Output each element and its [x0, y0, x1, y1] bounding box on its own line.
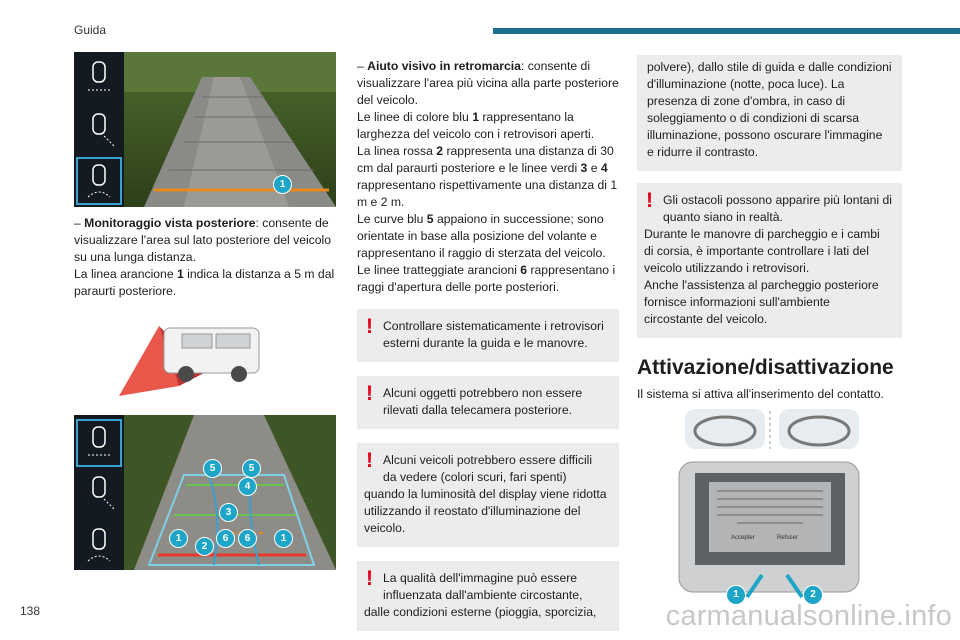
text: rappresentano la larghezza del veicolo con i retrovisori aperti. — [357, 110, 595, 141]
num-ref: 2 — [436, 144, 444, 158]
num-ref: 1 — [472, 110, 479, 124]
section-heading: Attivazione/disattivazione — [637, 356, 894, 379]
left-column — [74, 52, 336, 570]
warning-icon: ! — [366, 449, 373, 472]
warning-text: Alcuni veicoli potrebbero essere difficili da vedere (colori scuri, fari spenti) — [383, 453, 593, 484]
num-ref: 6 — [520, 263, 528, 277]
intro-text: Il sistema si attiva all'inserimento del contatto. — [637, 387, 884, 401]
num-ref: 5 — [426, 212, 434, 226]
warning-icon: ! — [646, 189, 653, 212]
rear-view-guidelines-image — [74, 415, 336, 570]
line-text-rest: indica la distanza a 5 m dal paraurti posteriore. — [74, 267, 335, 298]
warning-box — [357, 561, 619, 631]
desc-text: : consente de visualizzare l'area sul lato posteriore del veicolo su una lunga distanza. — [74, 216, 332, 264]
warning-box — [357, 309, 619, 362]
car-icon-side — [78, 108, 120, 152]
camera-view-selector-2 — [74, 415, 124, 570]
dashboard-illustration — [637, 407, 902, 607]
text: e — [587, 161, 601, 175]
warning-box — [357, 376, 619, 429]
warning-text: Alcuni oggetti potrebbero non essere rilevati dalla telecamera posteriore. — [383, 386, 583, 417]
text: appaiono in successione; sono orientate in base alla posizione del volante e rappresentano il raggio di sterzata del veicolo. — [357, 212, 606, 260]
text: Le linee di colore blu — [357, 110, 473, 124]
text: rappresenta una distanza di 30 cm dal paraurti posteriore e le linee verdi — [357, 144, 614, 175]
warning-icon: ! — [366, 382, 373, 405]
callout-badge: 1 — [273, 175, 292, 194]
screen-illustration — [637, 407, 902, 607]
text: Le curve blu — [357, 212, 427, 226]
car-icon-top-selected — [76, 419, 122, 467]
desc-text: : consente di visualizzare l'area più vicina alla parte posteriore del veicolo. — [357, 59, 619, 107]
callout-badge: 4 — [238, 477, 257, 496]
rear-view-camera-image — [74, 52, 336, 207]
callout-badge: 6 — [216, 529, 235, 548]
warning-icon: ! — [366, 315, 373, 338]
num-ref: 4 — [600, 161, 608, 175]
warning-text-cont: Anche l'assistenza al parcheggio posteriore fornisce informazioni sull'ambiente circostante del veicolo. — [644, 278, 879, 326]
callout-badge: 1 — [169, 529, 188, 548]
text: La linea rossa — [357, 144, 437, 158]
rear-view-paragraph — [74, 215, 336, 300]
warning-box — [637, 183, 902, 338]
text: rappresentano rispettivamente una distanza di 1 m e 2 m. — [357, 178, 618, 209]
right-column — [637, 55, 902, 607]
camera-view-selector — [74, 52, 124, 207]
header-accent-bar — [493, 28, 960, 34]
callout-badge: 2 — [195, 537, 214, 556]
warning-text: polvere), dallo stile di guida e dalle condizioni d'illuminazione (notte, poca luce). La presenza di zone d'ombra, in caso di soleggiamento o di condizioni di scarsa illuminazione, possono oscurare l'immagine e ridurre il contrasto. — [647, 60, 892, 159]
callout-badge: 5 — [203, 459, 222, 478]
callout-badge: 1 — [274, 529, 293, 548]
term-aiuto: Aiuto visivo in retromarcia — [367, 59, 521, 73]
warning-icon: ! — [366, 567, 373, 590]
warning-text: La qualità dell'immagine può essere influenzata dall'ambiente circostante, — [383, 571, 583, 602]
car-icon-rear-selected — [76, 157, 122, 205]
section-title: Guida — [74, 23, 107, 37]
reverse-aid-paragraph — [357, 58, 619, 296]
warning-text: Controllare sistematicamente i retrovisori esterni durante la guida e le manovre. — [383, 319, 604, 350]
refuse-button[interactable]: Refuser — [777, 535, 799, 541]
warning-box — [357, 443, 619, 547]
warning-text-cont: Durante le manovre di parcheggio e i cambi di corsia, è importante controllare i lati del veicolo utilizzando i retrovisori. — [644, 227, 880, 275]
text: Le linee tratteggiate arancioni — [357, 263, 521, 277]
callout-badge: 2 — [803, 585, 823, 605]
warning-text-cont: dalle condizioni esterne (pioggia, sporcizia, — [364, 605, 597, 619]
callout-badge: 3 — [219, 503, 238, 522]
text: rappresentano i raggi d'apertura delle porte posteriori. — [357, 263, 616, 294]
warning-text: Gli ostacoli possono apparire più lontani di quanto siano in realtà. — [663, 193, 892, 224]
num-ref: 1 — [177, 267, 184, 281]
car-icon-top — [78, 56, 120, 100]
callout-badge: 5 — [242, 459, 261, 478]
warning-text-cont: quando la luminosità del display viene ridotta utilizzando il reostato d'illuminazione del veicolo. — [364, 487, 607, 535]
accept-button[interactable]: Accepter — [731, 535, 755, 541]
van-camera-field-illustration — [74, 318, 336, 413]
middle-column — [357, 58, 619, 631]
callout-badge: 6 — [238, 529, 257, 548]
warning-box-continued — [637, 55, 902, 171]
dash: – — [357, 59, 368, 73]
dash: – — [74, 216, 85, 230]
car-icon-rear-2 — [78, 523, 120, 567]
page-number: 138 — [20, 604, 41, 618]
watermark: carmanualsonline.info — [665, 600, 952, 632]
num-ref: 3 — [580, 161, 588, 175]
line-text: La linea arancione — [74, 267, 177, 281]
callout-badge: 1 — [726, 585, 746, 605]
car-icon-side-2 — [78, 471, 120, 515]
term-monitoraggio: Monitoraggio vista posteriore — [84, 216, 256, 230]
